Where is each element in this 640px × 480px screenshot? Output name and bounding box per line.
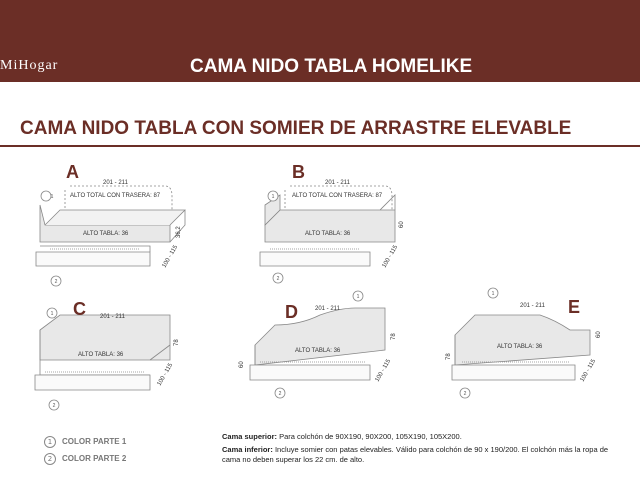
diagram-part-badge: 1 xyxy=(491,291,495,297)
dim-depth: 100 - 115 xyxy=(161,244,180,269)
dim-tabla: ALTO TABLA: 36 xyxy=(83,231,129,237)
part-1-icon: 1 xyxy=(44,436,56,448)
dim-depth: 100 - 115 xyxy=(579,358,598,383)
diagram-letter-b: B xyxy=(292,162,305,182)
dim-total: ALTO TOTAL CON TRASERA: 87 xyxy=(292,193,383,199)
brand-logo: MiHogar xyxy=(0,58,59,73)
diagram-letter-e: E xyxy=(568,297,581,317)
dim-height: 78 xyxy=(174,339,180,346)
dim-depth: 100 - 115 xyxy=(374,358,393,383)
part-2-icon: 2 xyxy=(44,453,56,465)
dim-height-left: 78 xyxy=(446,353,452,360)
bed-notes xyxy=(222,432,622,468)
note-inferior-label: Cama inferior: xyxy=(222,445,273,454)
color-legend xyxy=(44,433,126,467)
dim-width: 201 - 211 xyxy=(103,180,128,186)
dim-height: 60 xyxy=(399,221,405,228)
diagram-part-badge: 1 xyxy=(50,194,54,200)
diagram-part-badge: 2 xyxy=(54,279,58,285)
diagram-part-badge: 2 xyxy=(52,403,56,409)
page-title: CAMA NIDO TABLA HOMELIKE xyxy=(190,56,473,77)
dim-width: 201 - 211 xyxy=(520,303,545,309)
diagram-part-badge: 2 xyxy=(276,276,280,282)
legend-item-part1 xyxy=(44,433,126,450)
dim-tabla: ALTO TABLA: 36 xyxy=(497,344,543,350)
dim-width: 201 - 211 xyxy=(325,180,350,186)
dim-height-left: 60 xyxy=(239,361,245,368)
dim-depth: 100 - 115 xyxy=(381,244,400,269)
diagram-part-badge: 1 xyxy=(271,194,275,200)
dim-height: 36,2 xyxy=(176,226,182,238)
legend-item-part2 xyxy=(44,450,126,467)
legend-label: COLOR PARTE 1 xyxy=(62,437,127,446)
dim-depth: 100 - 115 xyxy=(156,362,175,387)
note-superior-text: Para colchón de 90X190, 90X200, 105X190, 105X200. xyxy=(279,432,462,441)
dim-width: 201 - 211 xyxy=(315,306,340,312)
diagram-d xyxy=(250,308,385,380)
bed-diagrams xyxy=(0,150,640,430)
diagram-part-badge: 2 xyxy=(463,391,467,397)
dim-width: 201 - 211 xyxy=(100,314,125,320)
dim-height-right: 60 xyxy=(596,331,602,338)
divider xyxy=(0,145,640,147)
diagram-letter-a: A xyxy=(66,162,79,182)
note-inferior-text: Incluye somier con patas elevables. Válido para colchón de 90 x 190/200. El colchón más la ropa de cama no deben superar los 22 cm. de alto. xyxy=(222,445,609,464)
header-bar xyxy=(0,0,640,82)
diagram-part-badge: 1 xyxy=(50,311,54,317)
product-subtitle: CAMA NIDO TABLA CON SOMIER DE ARRASTRE ELEVABLE xyxy=(20,118,572,139)
dim-tabla: ALTO TABLA: 36 xyxy=(295,348,341,354)
dim-tabla: ALTO TABLA: 36 xyxy=(305,231,351,237)
note-superior-label: Cama superior: xyxy=(222,432,278,441)
note-superior xyxy=(222,432,622,442)
dim-total: ALTO TOTAL CON TRASERA: 87 xyxy=(70,193,161,199)
diagram-letter-c: C xyxy=(73,299,86,319)
dim-height-right: 78 xyxy=(391,333,397,340)
diagram-letter-d: D xyxy=(285,302,298,322)
diagram-part-badge: 2 xyxy=(278,391,282,397)
diagram-part-badge: 1 xyxy=(356,294,360,300)
legend-label: COLOR PARTE 2 xyxy=(62,454,127,463)
note-inferior xyxy=(222,445,622,465)
dim-tabla: ALTO TABLA: 36 xyxy=(78,352,124,358)
